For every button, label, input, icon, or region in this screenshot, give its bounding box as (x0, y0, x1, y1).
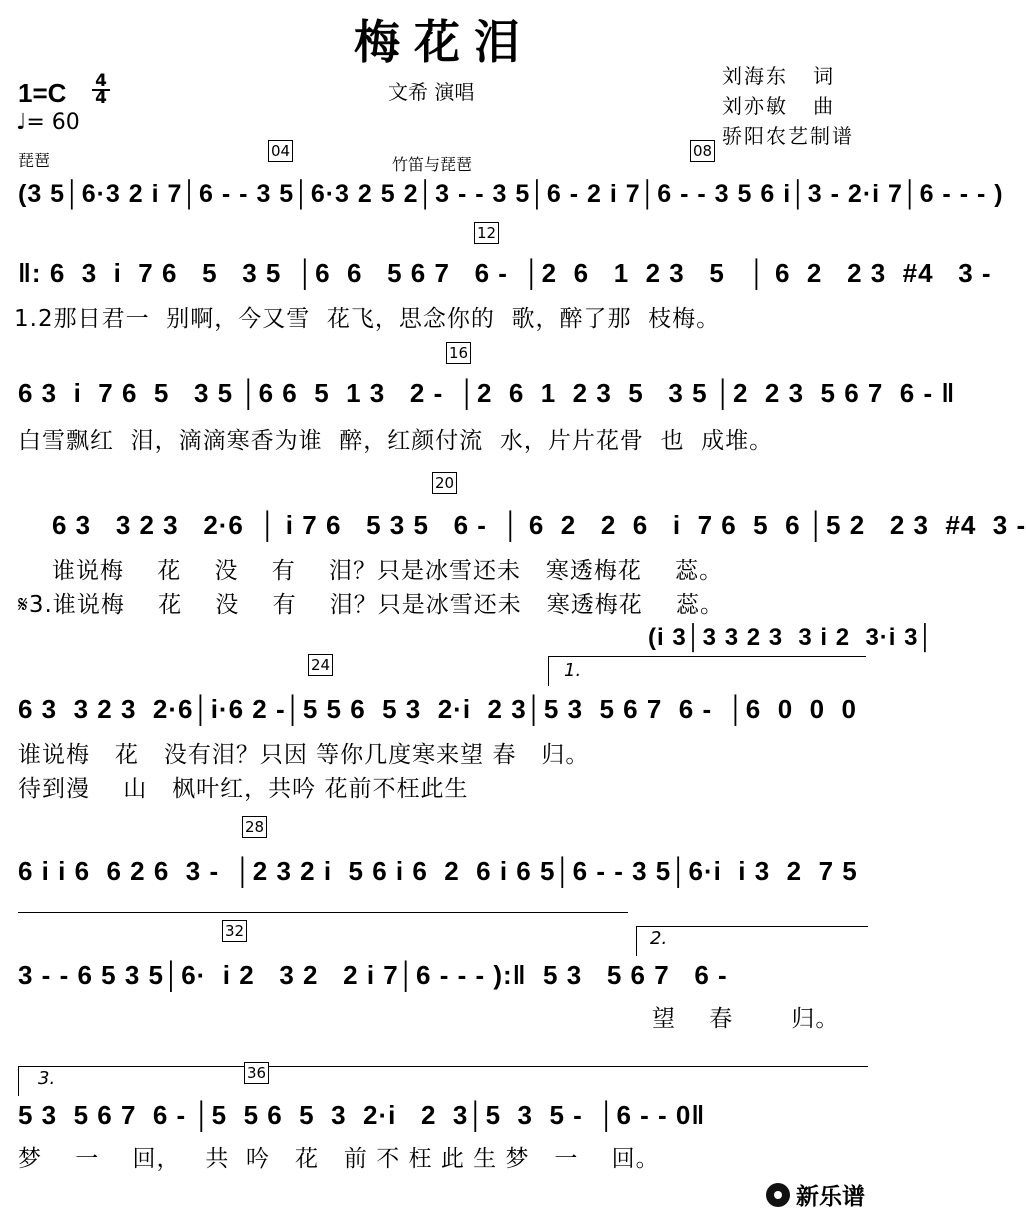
lyricist-credit: 刘海东 词 (722, 64, 836, 88)
lyric-row-5-verse-1: 谁说梅 花 没有泪？只因 等你几度寒来望 春 归。 (18, 742, 590, 768)
tempo-marking: ♩= 60 (16, 110, 80, 135)
volta-continuation (18, 912, 628, 913)
site-logo[interactable] (766, 1178, 865, 1211)
volta-label-3: 3. (38, 1068, 56, 1089)
notation-row-6: 6 i i 6 6 2 6 3 - │2 3 2 i 5 6 i 6 2 6 i 6 5│6 - - 3 5│6·i i 3 2 7 5 (18, 856, 858, 886)
measure-number: 08 (690, 140, 715, 162)
notation-row-8: 5 3 5 6 7 6 - │5 5 6 5 3 2·i 2 3│5 3 5 - │6 - - 0‖ (18, 1100, 706, 1130)
time-signature-bottom: 4 (92, 89, 110, 106)
lyric-row-3: 白雪飘红 泪，滴滴寒香为谁 醉，红颜付流 水，片片花骨 也 成堆。 (18, 428, 774, 454)
measure-number: 36 (244, 1062, 269, 1084)
volta-label-2: 2. (650, 928, 668, 949)
record-disc-icon (766, 1183, 790, 1207)
song-title: 梅花泪 (354, 15, 534, 69)
volta-bracket-3-start (18, 1066, 19, 1096)
notation-row-4: 6 3 3 2 3 2·6 │ i 7 6 5 3 5 6 - │ 6 2 2 6 i 7 6 5 6 │5 2 2 3 #4 3 - (52, 510, 1026, 540)
composer-credit: 刘亦敏 曲 (722, 94, 836, 118)
measure-number: 12 (474, 222, 499, 244)
notation-row-2: ‖: 6 3 i 7 6 5 3 5 │6 6 5 6 7 6 - │2 6 1 2 3 5 │ 6 2 2 3 #4 3 - (18, 258, 992, 288)
measure-number: 04 (268, 140, 293, 162)
lyric-row-7: 望 春 归。 (652, 1006, 840, 1032)
lyric-row-8: 梦 一 回， 共 吟 花 前 不 枉 此 生 梦 一 回。 (18, 1146, 660, 1172)
instrument-label-flute-pipa: 竹笛与琵琶 (392, 155, 473, 174)
measure-number: 20 (432, 472, 457, 494)
volta-bracket-2-start (636, 926, 637, 956)
volta-bracket-1-start (548, 656, 549, 686)
lyric-row-5-verse-2: 待到漫 山 枫叶红，共吟 花前不枉此生 (18, 776, 469, 802)
volta-bracket-2 (636, 926, 868, 927)
interlude-pickup: (i 3│3 3 2 3 3 i 2 3·i 3│ (648, 624, 935, 651)
lyric-row-4-verse-3: 𝄋3.谁说梅 花 没 有 泪？只是冰雪还未 寒透梅花 蕊。 (18, 592, 724, 618)
lyric-row-2: 1.2那日君一 别啊，今又雪 花飞，思念你的 歌，醉了那 枝梅。 (14, 306, 721, 332)
key-signature: 1=C (18, 78, 67, 108)
instrument-label-pipa: 琵琶 (18, 151, 51, 170)
measure-number: 24 (308, 654, 333, 676)
volta-label-1: 1. (564, 660, 582, 681)
measure-number: 32 (222, 920, 247, 942)
transcriber-credit: 骄阳农艺制谱 (722, 124, 854, 148)
time-signature (92, 71, 110, 108)
measure-number: 28 (242, 816, 267, 838)
measure-number: 16 (446, 342, 471, 364)
notation-row-5: 6 3 3 2 3 2·6│i·6 2 -│5 5 6 5 3 2·i 2 3│5 3 5 6 7 6 - │6 0 0 0 (18, 694, 857, 724)
volta-bracket-3 (18, 1066, 868, 1067)
notation-row-7: 3 - - 6 5 3 5│6· i 2 3 2 2 i 7│6 - - - ):‖ 5 3 5 6 7 6 - (18, 960, 728, 990)
volta-bracket-1 (548, 656, 866, 657)
time-signature-top: 4 (95, 71, 107, 91)
site-logo-text: 新乐谱 (796, 1184, 865, 1210)
lyric-row-4-verse-1: 谁说梅 花 没 有 泪？只是冰雪还未 寒透梅花 蕊。 (52, 558, 724, 584)
notation-row-3: 6 3 i 7 6 5 3 5 │6 6 5 1 3 2 - │2 6 1 2 3 5 3 5 │2 2 3 5 6 7 6 - ‖ (18, 378, 956, 408)
notation-row-1: (3 5│6·3 2 i 7│6 - - 3 5│6·3 2 5 2│3 - - 3 5│6 - 2 i 7│6 - - 3 5 6 i│3 - 2·i 7│6 - - - ) (18, 180, 1004, 208)
performer-credit: 文希 演唱 (388, 80, 475, 104)
